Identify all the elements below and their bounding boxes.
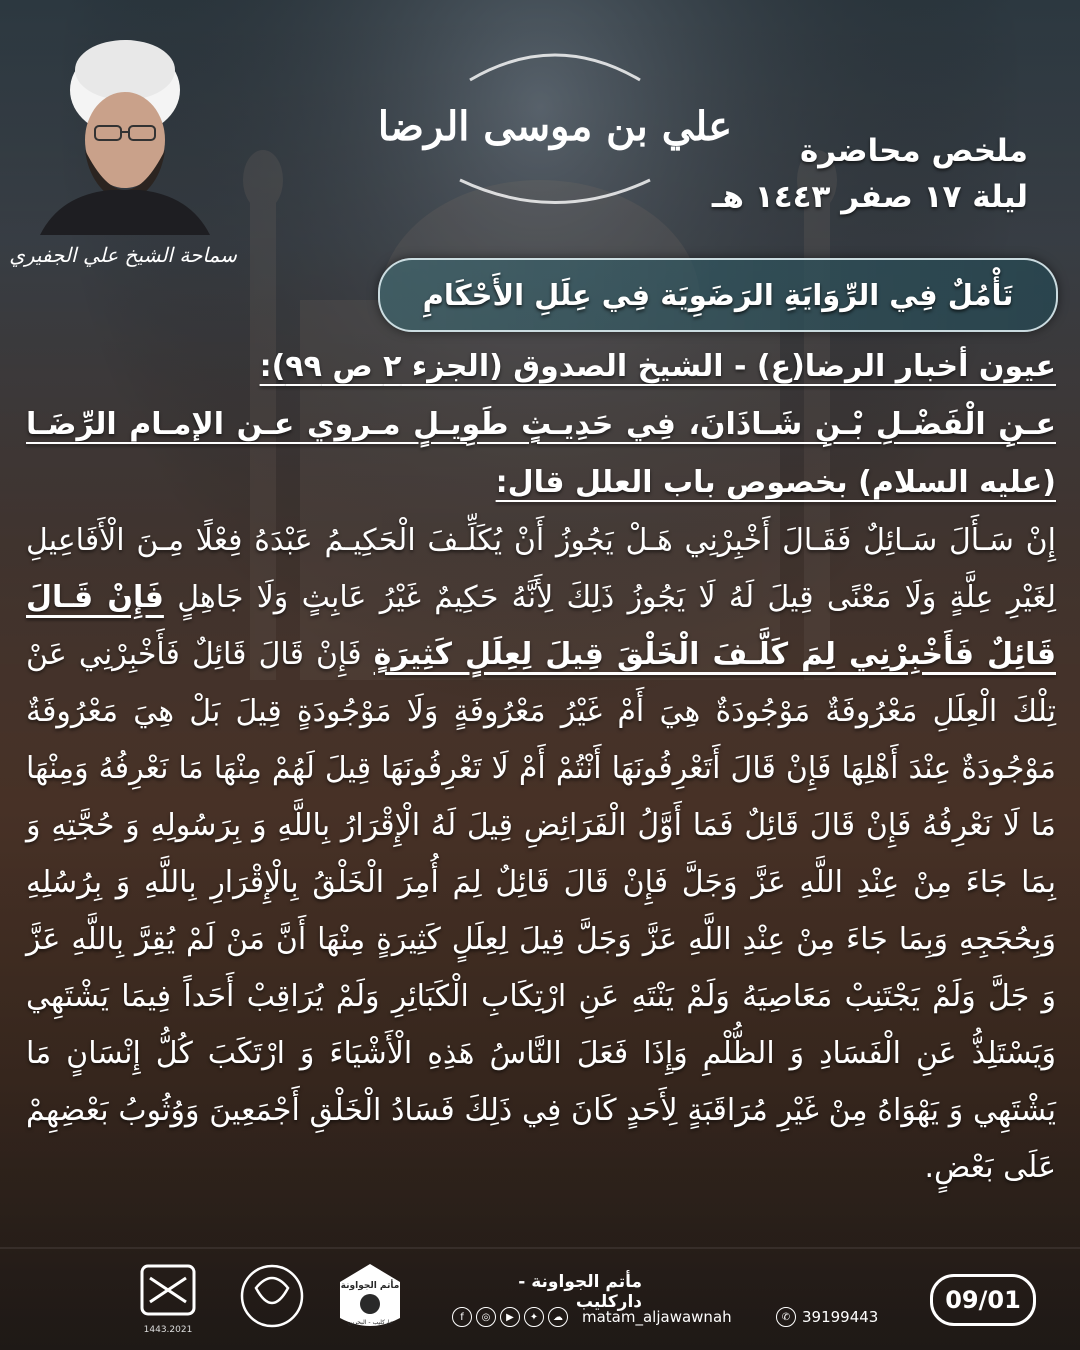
speaker-signature xyxy=(9,212,237,292)
source-reference: عيون أخبار الرضا(ع) - الشيخ الصدوق (الجزء ٢ ص ٩٩): xyxy=(259,349,1056,384)
whatsapp-icon[interactable]: ✆ xyxy=(776,1307,796,1327)
phone-number[interactable]: 39199443 xyxy=(802,1308,879,1326)
page-number-badge: 09/01 xyxy=(930,1274,1036,1326)
hadith-highlight: فَإِنْ قَـالَ قَائِلٌ فَأَخْبِرْنِي لِمَ كَلَّـفَ الْخَلْقَ قِيلَ لِعِلَلٍ كَثِيرَةٍ xyxy=(26,580,1056,672)
topic-banner xyxy=(378,258,1058,332)
svg-text:داركليب - البحرين: داركليب - البحرين xyxy=(347,1319,393,1326)
header-title xyxy=(688,128,1028,220)
footer xyxy=(0,1250,1080,1350)
svg-text:علي بن موسى الرضا: علي بن موسى الرضا xyxy=(377,103,733,150)
topic-title: تَأْمُلٌ فِي الرِّوَايَةِ الرَضَوِيَة فِي عِلَلِ الأَحْكَامِ xyxy=(422,278,1014,312)
calligraphy-logo xyxy=(236,1258,308,1336)
social-links xyxy=(452,1307,732,1327)
speaker-portrait xyxy=(40,30,210,235)
youtube-icon[interactable]: ▶ xyxy=(500,1307,520,1327)
hadith-text xyxy=(26,512,1056,1196)
twitter-icon[interactable]: ✦ xyxy=(524,1307,544,1327)
facebook-icon[interactable]: f xyxy=(452,1307,472,1327)
hadith-part-1: إِنْ سَـأَلَ سَـائِلٌ فَقَـالَ أَخْبِرْنِي هَـلْ يَجُوزُ أَنْ يُكَلِّـفَ الْحَكِيـمُ عَبْدَهُ فِعْلًا مِـنَ الْأَفَاعِيلِ لِغَيْرِ عِلَّةٍ وَلَا مَعْنًى قِيلَ لَهُ لَا يَجُوزُ ذَلِكَ لِأَنَّهُ حَكِيمٌ غَيْرُ عَابِثٍ وَلَا جَاهِلٍ xyxy=(26,523,1056,615)
year-logo xyxy=(132,1258,204,1336)
calligraphy-emblem xyxy=(377,10,733,245)
title-line-1: ملخص محاضرة xyxy=(800,133,1028,169)
instagram-icon[interactable]: ◎ xyxy=(476,1307,496,1327)
hadith-part-2: فَإِنْ قَالَ قَائِلٌ فَأَخْبِرْنِي عَنْ تِلْكَ الْعِلَلِ مَعْرُوفَةٌ مَوْجُودَةٌ هِيَ أَمْ غَيْرُ مَعْرُوفَةٍ وَلَا مَوْجُودَةٍ قِيلَ بَلْ هِيَ مَعْرُوفَةٌ مَوْجُودَةٌ عِنْدَ أَهْلِهَا فَإِنْ قَالَ أَتَعْرِفُونَهَا أَنْتُمْ أَمْ لَا تَعْرِفُونَهَا قِيلَ لَهُمْ مِنْهَا مَا نَعْرِفُهُ وَمِنْهَا مَا لَا نَعْرِفُهُ فَإِنْ قَالَ قَائِلٌ فَمَا أَوَّلُ الْفَرَائِضِ قِيلَ لَهُ الْإِقْرَارُ بِاللَّهِ وَ بِرَسُولِهِ وَ حُجَّتِهِ وَ بِمَا جَاءَ مِنْ عِنْدِ اللَّهِ عَزَّ وَجَلَّ فَإِنْ قَالَ قَائِلٌ لِمَ أُمِرَ الْخَلْقُ بِالْإِقْرَارِ بِاللَّهِ وَ بِرُسُلِهِ وَبِحُجَجِهِ وَبِمَا جَاءَ مِنْ عِنْدِ اللَّهِ عَزَّ وَجَلَّ قِيلَ لِعِلَلٍ كَثِيرَةٍ مِنْهَا أَنَّ مَنْ لَمْ يُقِرَّ بِاللَّهِ عَزَّ وَ جَلَّ وَلَمْ يَجْتَنِبْ مَعَاصِيَهُ وَلَمْ يَنْتَهِ عَنِ ارْتِكَابِ الْكَبَائِرِ وَلَمْ يُرَاقِبْ أَحَداً فِيمَا يَشْتَهِي وَيَسْتَلِذُّ عَنِ الْفَسَادِ وَ الظُّلْمِ وَإِذَا فَعَلَ النَّاسُ هَذِهِ الْأَشْيَاءَ وَ ارْتَكَبَ كُلُّ إِنْسَانٍ مَا يَشْتَهِي وَ يَهْوَاهُ مِنْ غَيْرِ مُرَاقَبَةٍ لِأَحَدٍ كَانَ فِي ذَلِكَ فَسَادُ الْخَلْقِ أَجْمَعِينَ وَوُثُوبُ بَعْضِهِمْ عَلَى بَعْضٍ. xyxy=(26,637,1056,1185)
soundcloud-icon[interactable]: ☁ xyxy=(548,1307,568,1327)
title-line-2: ليلة ١٧ صفر ١٤٤٣ هـ xyxy=(711,179,1028,215)
social-handle[interactable]: matam_aljawawnah xyxy=(582,1308,732,1326)
svg-text:مأتم الجواونة: مأتم الجواونة xyxy=(340,1281,400,1291)
lecture-content xyxy=(26,338,1056,1196)
narration-intro: عـنِ الْفَضْـلِ بْـنِ شَـاذَانَ، فِي حَدِيـثٍ طَوِيـلٍ مـروي عـن الإمـام الرِّضَـا (عليه السلام) بخصوص باب العلل قال: xyxy=(26,407,1056,500)
matam-logo xyxy=(334,1258,406,1336)
svg-text:1443.2021: 1443.2021 xyxy=(143,1325,193,1335)
matam-name: مأتم الجواونة - داركليب xyxy=(518,1272,642,1312)
phone-contact xyxy=(776,1307,878,1327)
svg-text:سماحة الشيخ علي الجفيري: سماحة الشيخ علي الجفيري xyxy=(9,243,237,267)
